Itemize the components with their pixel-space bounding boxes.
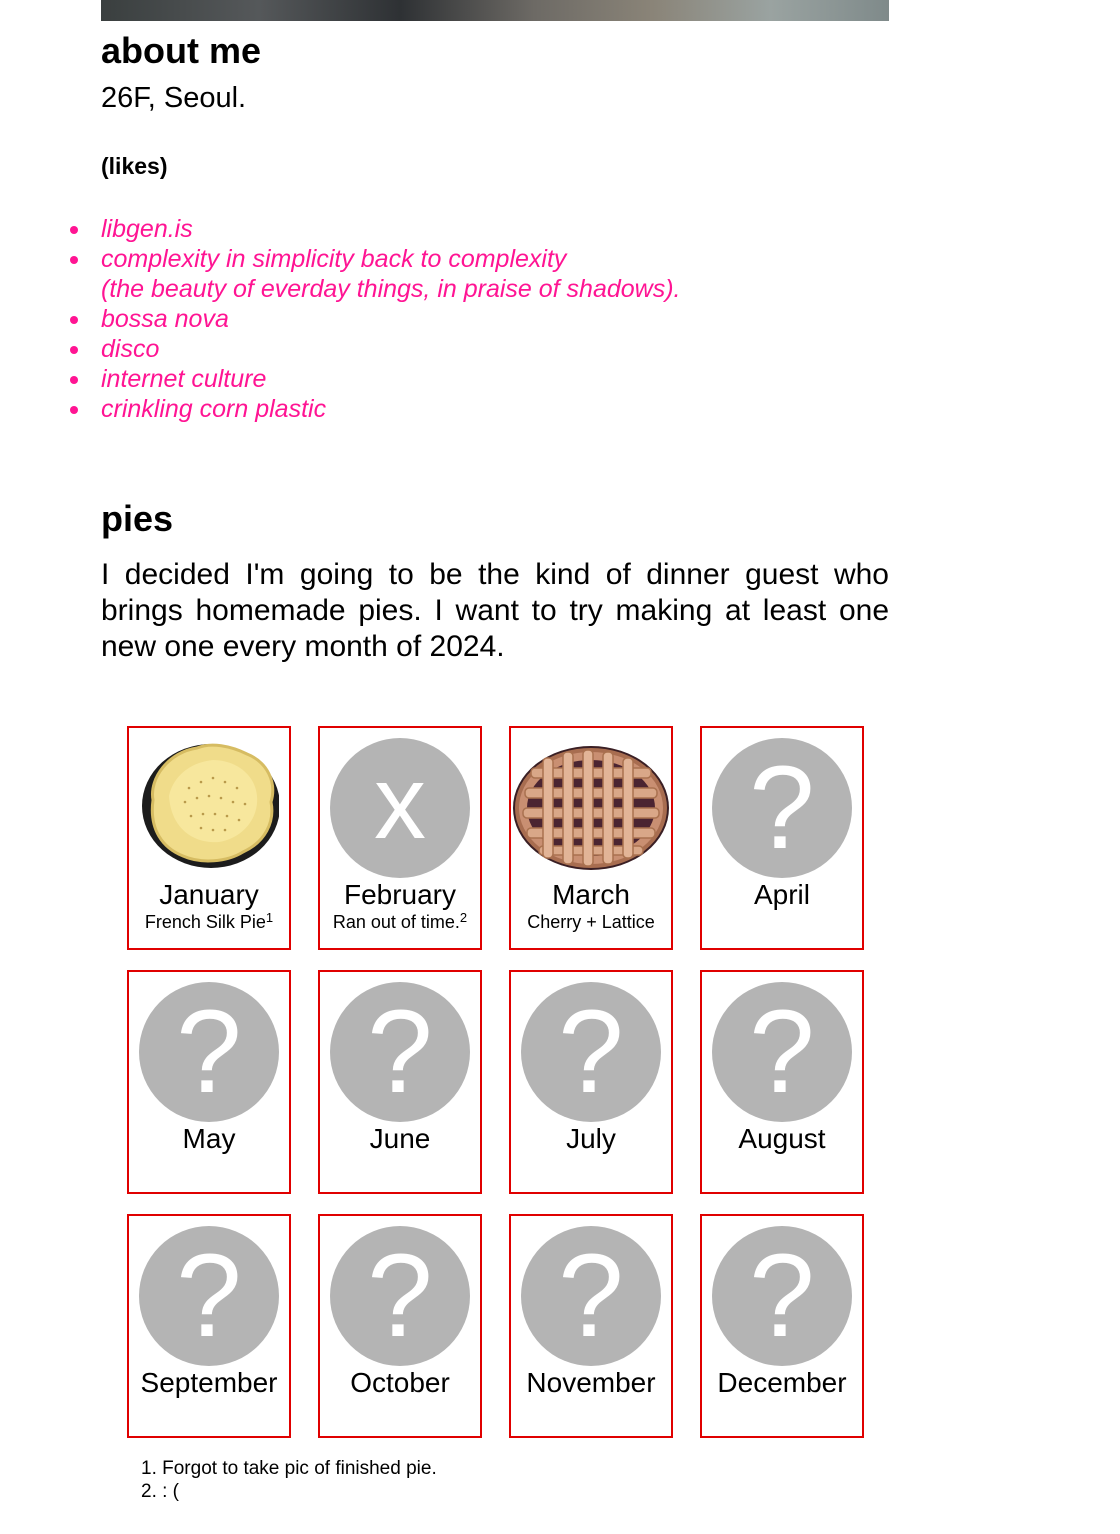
month-label: April [753,879,810,910]
pie-note: French Silk Pie$^1$ [144,910,274,932]
question-mark-icon: ? [139,1226,279,1366]
question-mark-icon: ? [139,982,279,1122]
month-card-january [127,726,291,950]
footnote-item: 1. Forgot to take pic of finished pie. [141,1458,437,1479]
month-card-march [509,726,673,950]
month-label: February [343,879,457,910]
like-item: bossa nova [101,304,889,334]
question-mark-icon: ? [330,982,470,1122]
month-label: November [526,1367,656,1398]
footnotes-list [141,1457,437,1503]
question-mark-icon: ? [521,1226,661,1366]
like-item: internet culture [101,364,889,394]
month-label: June [369,1123,431,1154]
footnote-ref[interactable]: 2 [459,910,468,925]
question-mark-icon: ? [521,982,661,1122]
month-card-february [318,726,482,950]
header-photo-strip [101,0,889,21]
lattice-pie-photo [521,738,661,878]
month-card-april [700,726,864,950]
question-mark-icon: ? [712,738,852,878]
like-item: crinkling corn plastic [101,394,889,424]
pies-heading: pies [101,498,174,539]
like-item: complexity in simplicity back to complexity (the beauty of everday things, in praise of shadows). [101,244,889,304]
likes-list [101,214,889,424]
x-mark-icon: x [330,738,470,878]
about-heading: about me [101,30,262,71]
like-item: disco [101,334,889,364]
lattice-pie-image [511,738,671,878]
month-card-september [127,1214,291,1438]
month-card-may [127,970,291,1194]
pie-calendar-grid [127,726,867,1438]
likes-heading: (likes) [101,153,168,179]
month-label: December [717,1367,847,1398]
pie-crust-image [139,738,279,878]
month-label: August [738,1123,826,1154]
pie-note: Ran out of time.$^2$ [332,910,468,932]
month-label: October [350,1367,450,1398]
month-card-august [700,970,864,1194]
pies-description: I decided I'm going to be the kind of dinner guest who brings homemade pies. I want to try making at least one new one every month of 2024. [101,558,889,663]
about-section [101,28,889,424]
month-card-june [318,970,482,1194]
month-label: January [159,879,259,910]
question-mark-icon: ? [712,1226,852,1366]
about-intro: 26F, Seoul. [101,82,247,114]
question-mark-icon: ? [330,1226,470,1366]
month-label: May [182,1123,236,1154]
month-label: September [140,1367,278,1398]
pie-crust-photo [139,738,279,878]
month-card-october [318,1214,482,1438]
month-card-november [509,1214,673,1438]
month-card-july [509,970,673,1194]
footnote-ref[interactable]: 1 [265,910,274,925]
month-label: July [566,1123,616,1154]
footnote-item: 2. : ( [141,1481,180,1502]
pie-note: Cherry + Lattice [527,912,655,932]
question-mark-icon: ? [712,982,852,1122]
like-item: libgen.is [101,214,889,244]
month-label: March [552,879,630,910]
month-card-december [700,1214,864,1438]
